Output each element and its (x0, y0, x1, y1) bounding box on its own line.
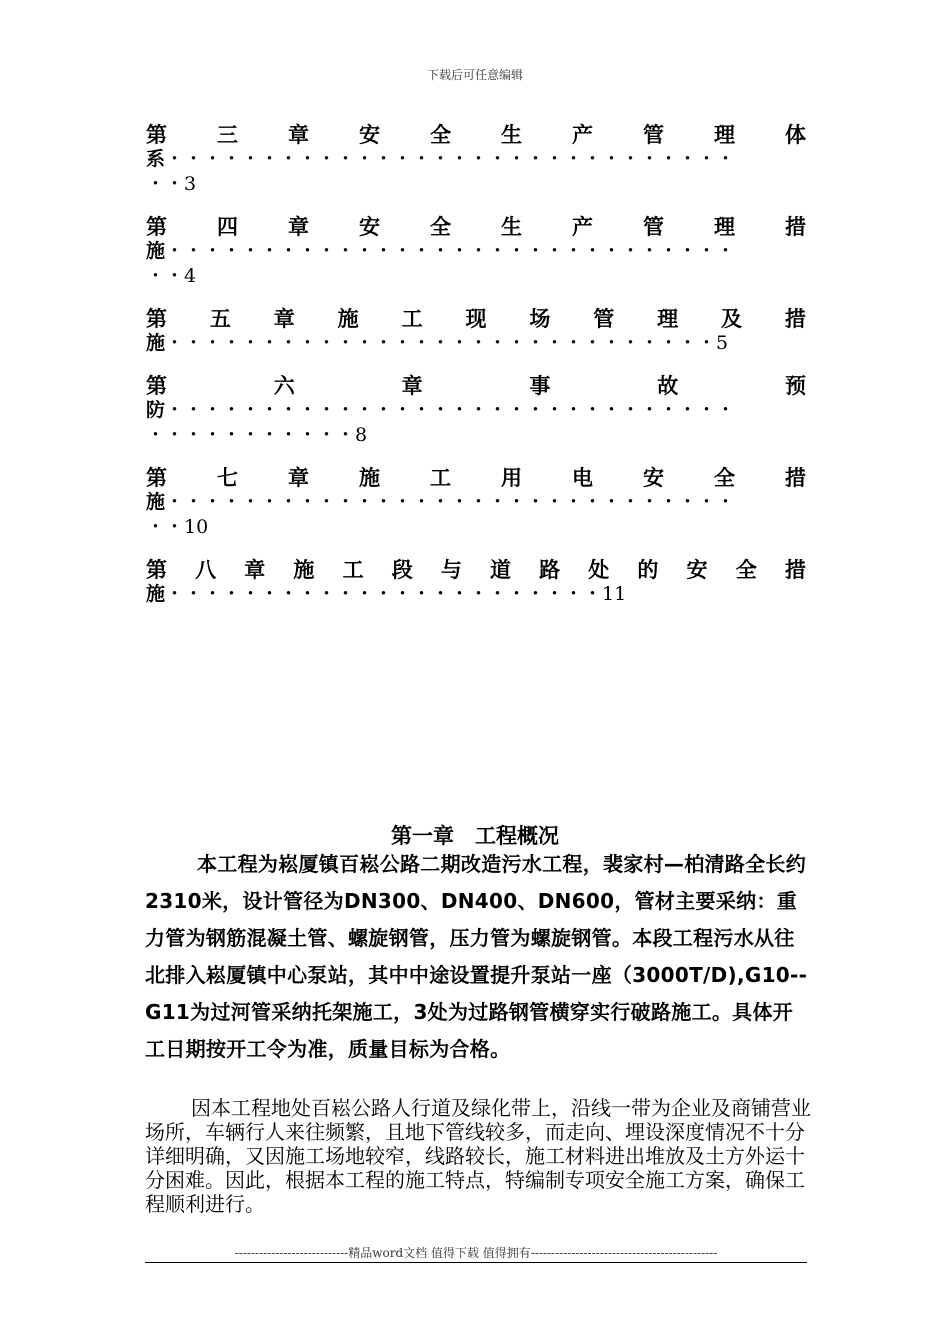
toc-char: 产 (572, 214, 593, 239)
toc-char: 章 (288, 122, 309, 147)
toc-char: 工 (430, 465, 451, 490)
project-overview-paragraph: 本工程为崧厦镇百崧公路二期改造污水工程，裴家村—柏清路全长约2310米，设计管径为DN300、DN400、DN600，管材主要采纳：重力管为钢筋混凝土管、螺旋钢管，压力管为螺旋钢管。本段工程污水从往北排入崧厦镇中心泵站，其中中途设置提升泵站一座（3000T/D),G10--G11为过河管采纳托架施工，3处为过路钢管横穿实行破路施工。具体开工日期按开工令为准，质量目标为合格。 (145, 852, 808, 1061)
footer-divider (145, 1262, 807, 1263)
toc-char: 用 (501, 465, 522, 490)
toc-entry-chapter-6[interactable] (146, 373, 806, 448)
toc-entry-chapter-3[interactable] (146, 122, 806, 197)
toc-char: 四 (217, 214, 238, 239)
toc-char: 章 (288, 465, 309, 490)
toc-entry-chapter-8[interactable] (146, 557, 806, 607)
toc-entry-title (146, 373, 806, 398)
chapter-title: 第一章 工程概况 (391, 824, 559, 848)
toc-char: 五 (209, 306, 231, 331)
toc-char: 管 (643, 122, 664, 147)
page-footer: ----------------------------精品word文档 值得下载 值得拥有---------------------------------------------- (234, 1246, 718, 1260)
toc-char: 故 (657, 373, 679, 398)
toc-leader: 防・・・・・・・・・・・・・・・・・・・・・・・・・・・・・・ (146, 399, 736, 421)
toc-entry-chapter-5[interactable] (146, 306, 806, 356)
toc-char: 措 (785, 465, 806, 490)
toc-char: 施 (359, 465, 380, 490)
toc-char: 章 (288, 214, 309, 239)
toc-entry-title (146, 306, 806, 331)
toc-entry-title (146, 214, 806, 239)
toc-char: 道 (489, 557, 511, 582)
toc-char: 管 (593, 306, 615, 331)
toc-char: 生 (501, 214, 522, 239)
toc-char: 理 (714, 214, 735, 239)
toc-char: 章 (244, 557, 266, 582)
toc-char: 预 (784, 373, 806, 398)
toc-char: 三 (217, 122, 238, 147)
toc-entry-title (146, 122, 806, 147)
toc-char: 六 (273, 373, 295, 398)
toc-entry-title (146, 557, 806, 582)
toc-char: 章 (401, 373, 423, 398)
toc-char: 体 (785, 122, 806, 147)
toc-char: 七 (217, 465, 238, 490)
toc-char: 产 (572, 122, 593, 147)
background-paragraph: 因本工程地处百崧公路人行道及绿化带上，沿线一带为企业及商铺营业场所，车辆行人来往频繁，且地下管线较多，而走向、埋设深度情况不十分详细明确，又因施工场地较窄，线路较长，施工材料进出堆放及土方外运十分困难。因此，根据本工程的施工特点，特编制专项安全施工方案，确保工程顺利进行。 (145, 1096, 811, 1216)
toc-char: 全 (430, 214, 451, 239)
page-header: 下载后可任意编辑 (426, 68, 523, 82)
toc-char: 安 (643, 465, 664, 490)
toc-char: 第 (146, 306, 167, 331)
toc-char: 理 (657, 306, 679, 331)
toc-char: 现 (465, 306, 487, 331)
toc-char: 第 (146, 465, 167, 490)
toc-entry-chapter-7[interactable] (146, 465, 806, 540)
toc-page-number: ・・・・・・・・・・・8 (146, 424, 368, 446)
toc-leader: 施・・・・・・・・・・・・・・・・・・・・・・・11 (146, 583, 627, 605)
toc-char: 全 (735, 557, 757, 582)
toc-char: 施 (293, 557, 315, 582)
toc-leader: 系・・・・・・・・・・・・・・・・・・・・・・・・・・・・・・ (146, 148, 736, 170)
toc-page-number: ・・3 (146, 173, 197, 195)
toc-char: 电 (572, 465, 593, 490)
toc-char: 安 (359, 214, 380, 239)
toc-char: 第 (146, 557, 167, 582)
toc-char: 工 (401, 306, 423, 331)
toc-char: 场 (529, 306, 551, 331)
toc-char: 的 (637, 557, 659, 582)
toc-char: 段 (391, 557, 413, 582)
toc-char: 全 (430, 122, 451, 147)
toc-leader: 施・・・・・・・・・・・・・・・・・・・・・・・・・・・・・5 (146, 332, 729, 354)
toc-char: 及 (721, 306, 743, 331)
toc-char: 措 (784, 557, 806, 582)
toc-char: 管 (643, 214, 664, 239)
toc-char: 施 (337, 306, 359, 331)
toc-char: 工 (342, 557, 364, 582)
toc-leader: 施・・・・・・・・・・・・・・・・・・・・・・・・・・・・・・ (146, 491, 736, 513)
toc-char: 八 (195, 557, 217, 582)
toc-char: 第 (146, 373, 167, 398)
toc-char: 理 (714, 122, 735, 147)
toc-entry-chapter-4[interactable] (146, 214, 806, 289)
toc-char: 路 (539, 557, 561, 582)
toc-char: 安 (359, 122, 380, 147)
toc-char: 措 (784, 306, 806, 331)
toc-char: 与 (440, 557, 462, 582)
toc-char: 第 (146, 214, 167, 239)
toc-char: 安 (686, 557, 708, 582)
toc-entry-title (146, 465, 806, 490)
toc-char: 处 (588, 557, 610, 582)
toc-char: 事 (529, 373, 551, 398)
toc-char: 生 (501, 122, 522, 147)
toc-page-number: ・・4 (146, 265, 197, 287)
toc-char: 第 (146, 122, 167, 147)
toc-page-number: ・・10 (146, 516, 209, 538)
toc-leader: 施・・・・・・・・・・・・・・・・・・・・・・・・・・・・・・ (146, 240, 736, 262)
toc-char: 全 (714, 465, 735, 490)
table-of-contents (146, 122, 806, 624)
toc-char: 措 (785, 214, 806, 239)
toc-char: 章 (273, 306, 295, 331)
